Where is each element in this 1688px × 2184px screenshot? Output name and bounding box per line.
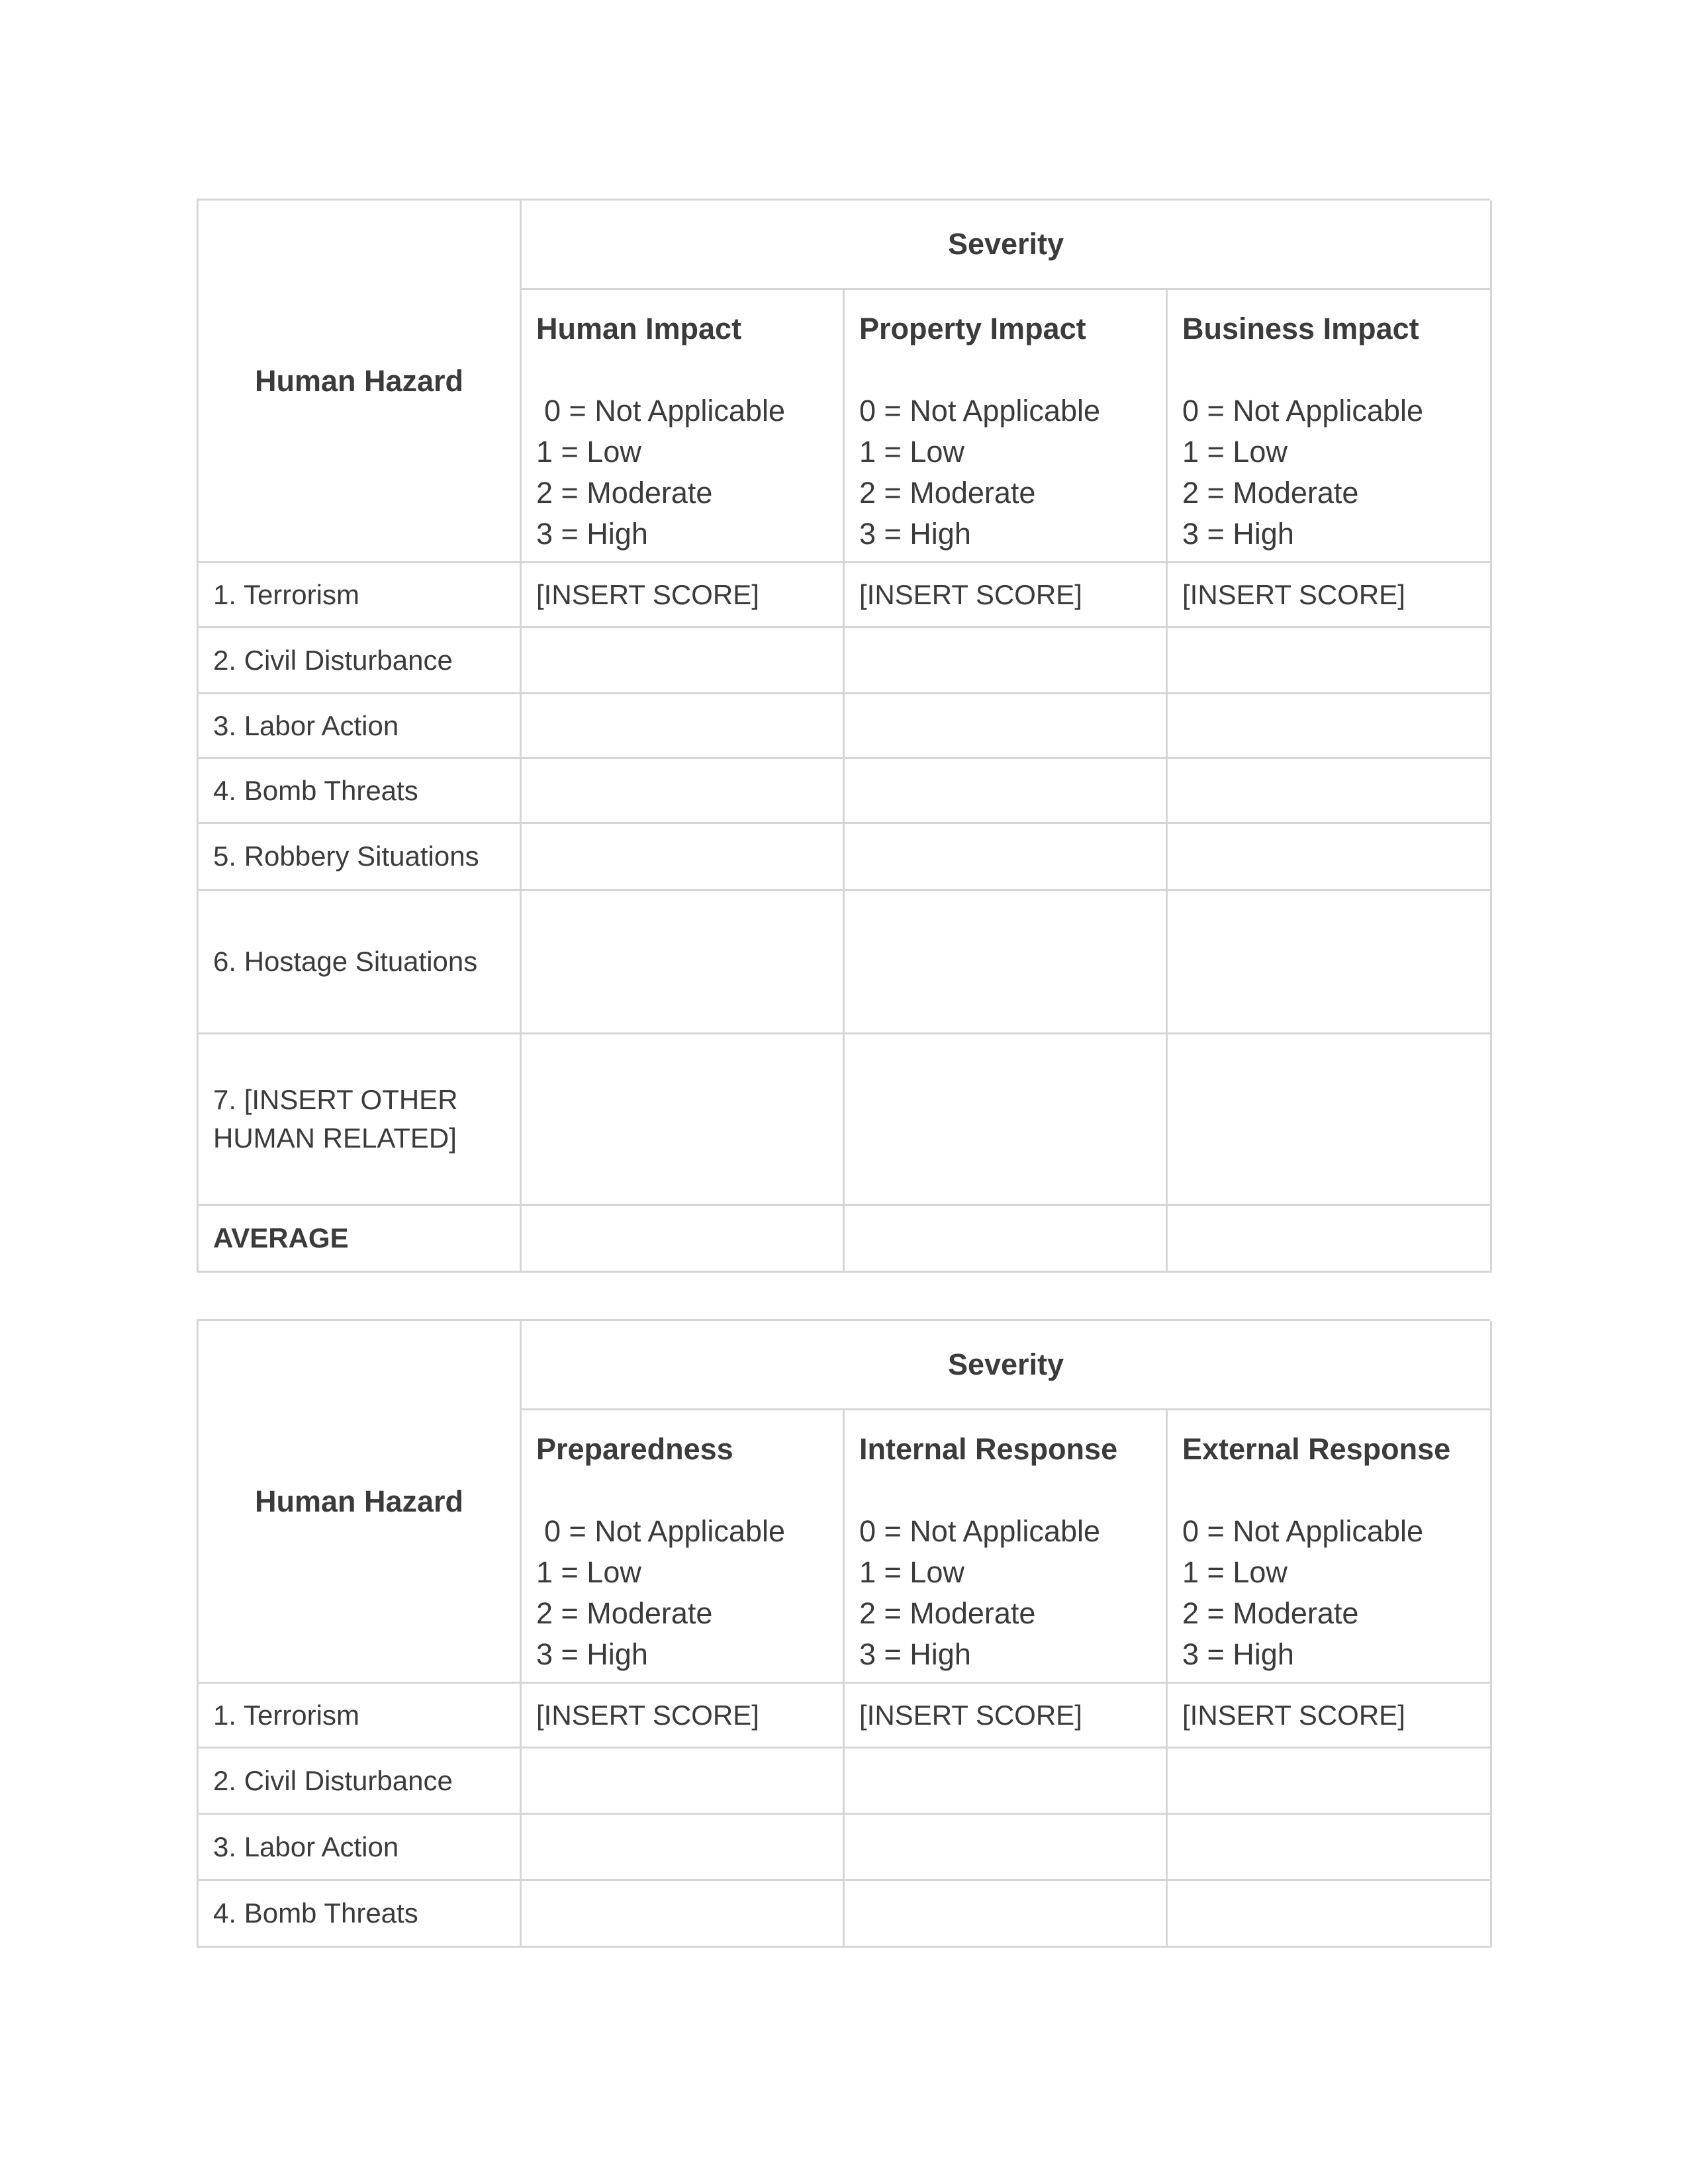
scale-item: 1 = Low — [1182, 435, 1288, 469]
scale-item: 0 = Not Applicable — [859, 1514, 1100, 1548]
scale-item: 0 = Not Applicable — [1182, 394, 1423, 428]
score-cell[interactable] — [845, 628, 1168, 694]
score-cell[interactable]: [INSERT SCORE] — [522, 1684, 845, 1749]
hazard-row-label: 1. Terrorism — [199, 563, 522, 628]
column-title: External Response — [1182, 1432, 1451, 1466]
column-title: Human Impact — [536, 312, 742, 345]
column-title: Business Impact — [1182, 312, 1419, 345]
score-cell[interactable] — [1168, 1815, 1492, 1881]
column-header-internal-response — [845, 1410, 1168, 1684]
hazard-row-label: 7. [INSERT OTHER HUMAN RELATED] — [199, 1034, 522, 1206]
column-header-external-response — [1168, 1410, 1492, 1684]
column-title: Internal Response — [859, 1432, 1118, 1466]
hazard-row-label: 2. Civil Disturbance — [199, 1749, 522, 1815]
score-cell[interactable] — [1168, 824, 1492, 891]
score-cell[interactable] — [1168, 1881, 1492, 1948]
score-cell[interactable] — [845, 891, 1168, 1034]
average-row-label: AVERAGE — [199, 1206, 522, 1273]
severity-table-response — [197, 1319, 1490, 1948]
severity-header: Severity — [522, 1321, 1492, 1410]
score-cell[interactable]: [INSERT SCORE] — [1168, 563, 1492, 628]
hazard-row-label: 4. Bomb Threats — [199, 759, 522, 824]
hazard-row-label: 4. Bomb Threats — [199, 1881, 522, 1948]
score-cell[interactable] — [1168, 628, 1492, 694]
scale-item: 3 = High — [859, 517, 971, 551]
human-hazard-header: Human Hazard — [199, 201, 522, 563]
severity-header: Severity — [522, 201, 1492, 290]
score-cell[interactable] — [845, 759, 1168, 824]
hazard-row-label: 5. Robbery Situations — [199, 824, 522, 891]
score-cell[interactable]: [INSERT SCORE] — [522, 563, 845, 628]
column-title: Preparedness — [536, 1432, 733, 1466]
column-header-preparedness — [522, 1410, 845, 1684]
scale-item: 0 = Not Applicable — [544, 394, 785, 428]
score-cell[interactable] — [522, 1815, 845, 1881]
score-cell[interactable] — [1168, 891, 1492, 1034]
score-cell[interactable] — [522, 1034, 845, 1206]
scale-item: 1 = Low — [859, 435, 964, 469]
average-cell[interactable] — [522, 1206, 845, 1273]
scale-item: 1 = Low — [1182, 1555, 1288, 1589]
score-cell[interactable]: [INSERT SCORE] — [845, 1684, 1168, 1749]
column-header-business-impact — [1168, 290, 1492, 563]
score-cell[interactable] — [845, 1815, 1168, 1881]
scale-item: 0 = Not Applicable — [859, 394, 1100, 428]
scale-item: 1 = Low — [859, 1555, 964, 1589]
scale-item: 0 = Not Applicable — [544, 1514, 785, 1548]
hazard-row-label: 2. Civil Disturbance — [199, 628, 522, 694]
scale-item: 2 = Moderate — [859, 476, 1036, 510]
score-cell[interactable] — [522, 759, 845, 824]
scale-item: 1 = Low — [536, 1555, 641, 1589]
scale-item: 0 = Not Applicable — [1182, 1514, 1423, 1548]
hazard-row-label: 1. Terrorism — [199, 1684, 522, 1749]
average-cell[interactable] — [845, 1206, 1168, 1273]
scale-item: 3 = High — [536, 1637, 648, 1671]
scale-item: 2 = Moderate — [1182, 476, 1359, 510]
score-cell[interactable] — [522, 1881, 845, 1948]
scale-item: 3 = High — [1182, 1637, 1294, 1671]
column-header-property-impact — [845, 290, 1168, 563]
score-cell[interactable]: [INSERT SCORE] — [845, 563, 1168, 628]
score-cell[interactable] — [845, 824, 1168, 891]
scale-item: 2 = Moderate — [536, 1596, 713, 1630]
score-cell[interactable] — [1168, 1034, 1492, 1206]
score-cell[interactable] — [522, 891, 845, 1034]
column-header-human-impact — [522, 290, 845, 563]
hazard-row-label: 3. Labor Action — [199, 1815, 522, 1881]
severity-table-impact — [197, 199, 1490, 1273]
scale-item: 1 = Low — [536, 435, 641, 469]
score-cell[interactable] — [1168, 759, 1492, 824]
score-cell[interactable] — [522, 694, 845, 759]
human-hazard-header: Human Hazard — [199, 1321, 522, 1684]
score-cell[interactable] — [845, 1881, 1168, 1948]
scale-item: 3 = High — [1182, 517, 1294, 551]
score-cell[interactable] — [845, 694, 1168, 759]
hazard-row-label: 3. Labor Action — [199, 694, 522, 759]
scale-item: 3 = High — [536, 517, 648, 551]
score-cell[interactable] — [845, 1749, 1168, 1815]
score-cell[interactable] — [845, 1034, 1168, 1206]
scale-item: 2 = Moderate — [536, 476, 713, 510]
scale-item: 2 = Moderate — [1182, 1596, 1359, 1630]
scale-item: 2 = Moderate — [859, 1596, 1036, 1630]
score-cell[interactable]: [INSERT SCORE] — [1168, 1684, 1492, 1749]
hazard-row-label: 6. Hostage Situations — [199, 891, 522, 1034]
score-cell[interactable] — [1168, 694, 1492, 759]
column-title: Property Impact — [859, 312, 1086, 345]
score-cell[interactable] — [1168, 1749, 1492, 1815]
scale-item: 3 = High — [859, 1637, 971, 1671]
average-cell[interactable] — [1168, 1206, 1492, 1273]
score-cell[interactable] — [522, 628, 845, 694]
score-cell[interactable] — [522, 1749, 845, 1815]
score-cell[interactable] — [522, 824, 845, 891]
